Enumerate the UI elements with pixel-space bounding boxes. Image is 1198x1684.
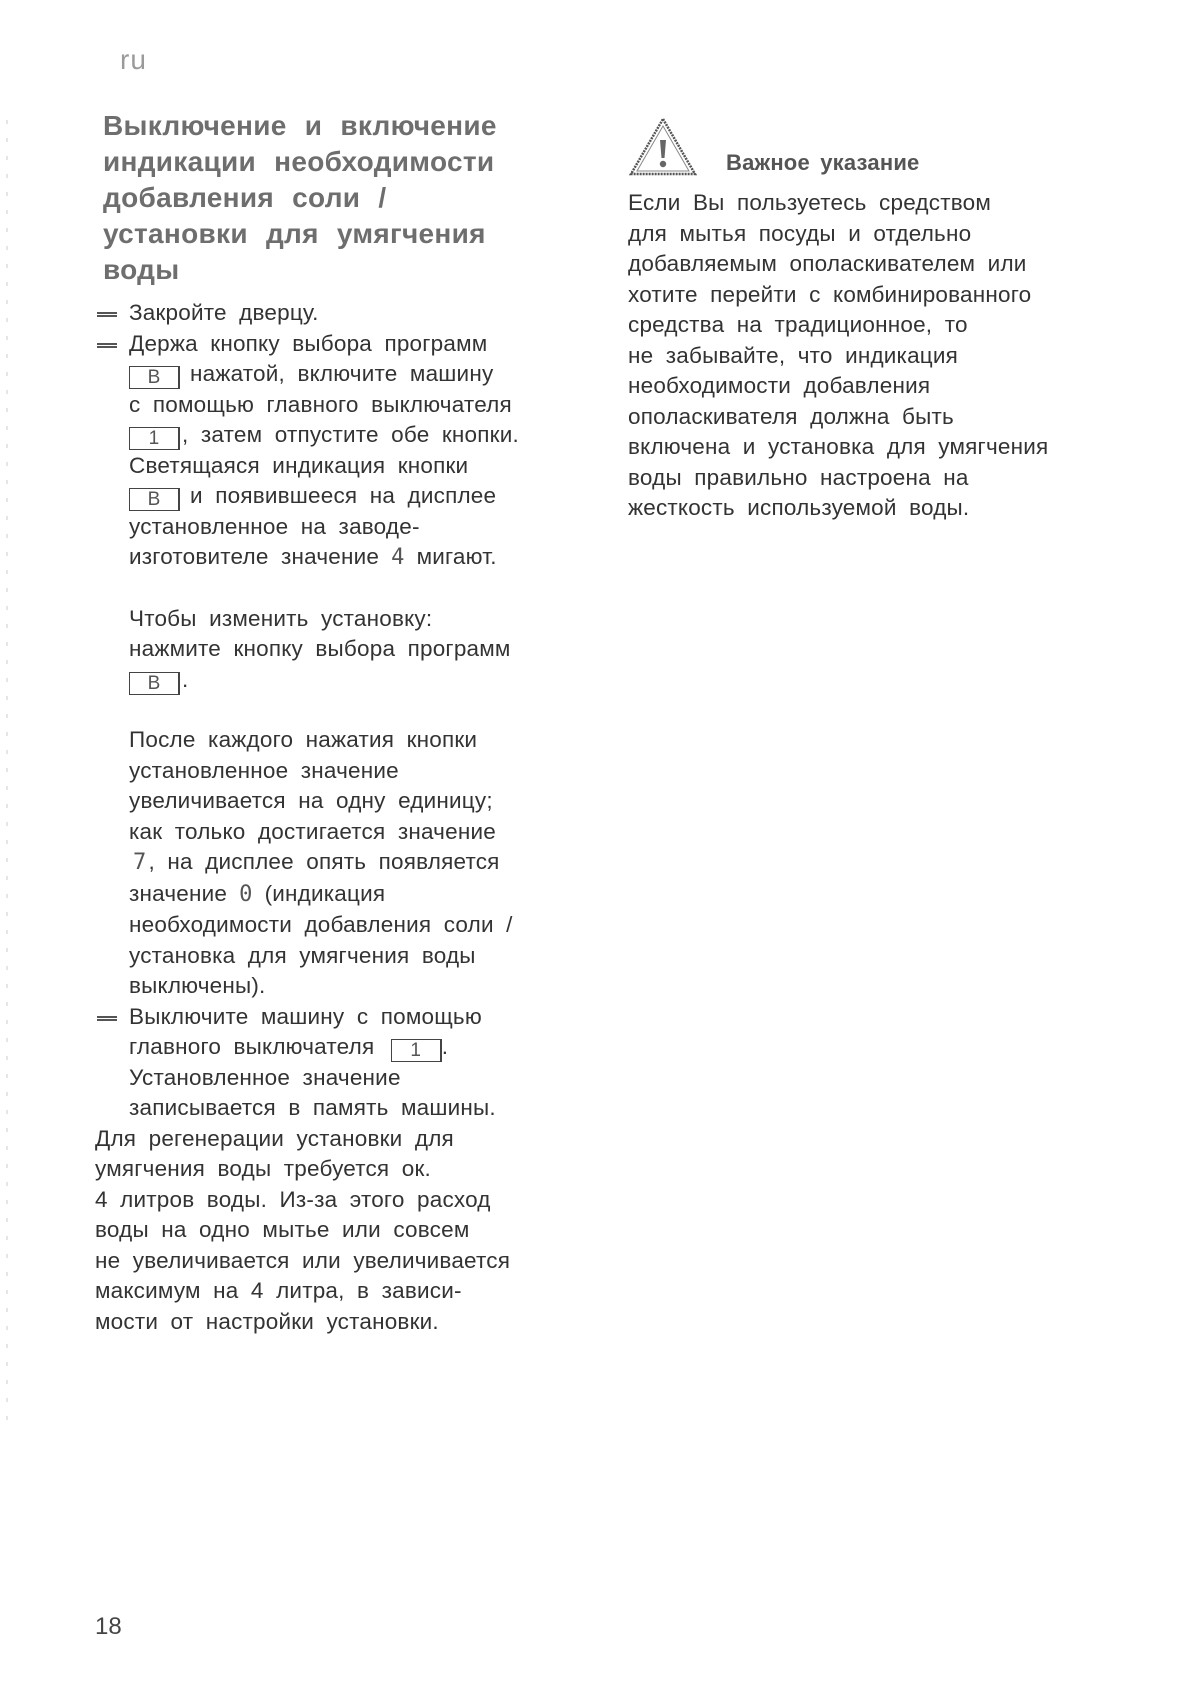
regeneration-paragraph xyxy=(95,1124,595,1338)
step-text: Светящаяся индикация кнопки xyxy=(129,452,469,478)
note-line: хотите перейти с комбинированного xyxy=(628,281,1032,307)
step-text-line xyxy=(129,420,595,451)
important-note-header xyxy=(628,112,1128,178)
main-switch-1-icon: 1 xyxy=(391,1039,442,1062)
step-text: Держа кнопку выбора программ xyxy=(129,330,488,356)
note-line: добавляемым ополаскивателем или xyxy=(628,251,1027,276)
paragraph-line: максимум на 4 литра, в зависи- xyxy=(95,1278,462,1303)
change-setting-line xyxy=(129,665,595,696)
left-column xyxy=(95,298,595,1337)
paragraph-line: воды на одно мытье или совсем xyxy=(95,1217,470,1242)
note-line: не забывайте, что индикация xyxy=(628,342,959,368)
step-text: записывается в память машины. xyxy=(129,1095,496,1120)
main-switch-1-icon: 1 xyxy=(129,427,180,450)
increment-text: необходимости добавления соли / xyxy=(129,912,513,937)
note-line: для мытья посуды и отдельно xyxy=(628,220,972,246)
step-switch-off xyxy=(95,1002,595,1124)
heading-line: воды xyxy=(103,254,180,285)
increment-text: установка для умягчения воды xyxy=(129,942,476,968)
step-text: изготовителе значение xyxy=(129,544,380,569)
step-text: главного выключателя xyxy=(129,1034,375,1059)
page-number: 18 xyxy=(95,1613,122,1640)
note-line: включена и установка для умягчения xyxy=(628,434,1049,459)
paragraph-line: мости от настройки установки. xyxy=(95,1308,439,1334)
step-text: с помощью главного выключателя xyxy=(129,391,512,417)
heading-line: добавления соли / xyxy=(103,182,387,213)
important-note xyxy=(628,112,1128,524)
step-text: Закройте дверцу. xyxy=(129,300,319,325)
note-line: необходимости добавления xyxy=(628,373,931,398)
section-heading xyxy=(103,108,573,288)
warning-triangle-icon xyxy=(628,116,698,178)
step-text-line xyxy=(129,1032,595,1063)
increment-text: , на дисплее опять появляется xyxy=(148,849,500,874)
increment-line xyxy=(129,847,595,879)
important-note-title: Важное указание xyxy=(726,149,920,175)
step-text: установленное на заводе- xyxy=(129,513,420,539)
dash-bullet-icon xyxy=(95,1002,129,1124)
change-setting-text: Чтобы изменить установку: xyxy=(129,605,433,631)
step-close-door xyxy=(95,298,595,329)
paragraph-line: не увеличивается или увеличивается xyxy=(95,1247,511,1273)
heading-line: установки для умягчения xyxy=(103,218,486,249)
step-text: мигают. xyxy=(416,544,497,569)
paragraph-line: Для регенерации установки для xyxy=(95,1125,454,1151)
dash-bullet-icon xyxy=(95,298,129,329)
display-digit-factory-value: 4 xyxy=(391,545,405,570)
note-line: жесткость используемой воды. xyxy=(628,495,970,520)
step-text-line xyxy=(129,359,595,390)
heading-line: Выключение и включение xyxy=(103,110,497,141)
increment-line xyxy=(129,879,595,911)
increment-text: установленное значение xyxy=(129,757,399,783)
scan-margin-marks xyxy=(6,120,8,1420)
program-button-b-icon: B xyxy=(129,366,180,389)
change-setting-text: . xyxy=(182,666,189,692)
program-button-b-icon: B xyxy=(129,488,180,511)
increment-text: выключены). xyxy=(129,973,266,998)
increment-text: значение xyxy=(129,880,228,906)
important-note-body xyxy=(628,188,1128,524)
step-text: и появившееся на дисплее xyxy=(190,483,497,508)
heading-line: индикации необходимости xyxy=(103,146,495,177)
note-line: Если Вы пользуетесь средством xyxy=(628,190,992,215)
increment-text: После каждого нажатия кнопки xyxy=(129,727,478,752)
step-text: Установленное значение xyxy=(129,1064,401,1090)
step-text-line xyxy=(129,481,595,512)
increment-text: (индикация xyxy=(264,880,386,906)
increment-text: увеличивается на одну единицу; xyxy=(129,788,493,813)
note-line: воды правильно настроена на xyxy=(628,464,969,490)
paragraph-line: умягчения воды требуется ок. xyxy=(95,1156,431,1181)
change-setting-text: нажмите кнопку выбора программ xyxy=(129,636,511,661)
step-text: Выключите машину с помощью xyxy=(129,1003,482,1029)
increment-text: как только достигается значение xyxy=(129,818,496,844)
program-button-b-icon: B xyxy=(129,672,180,695)
note-line: ополаскивателя должна быть xyxy=(628,403,954,429)
language-code: ru xyxy=(120,44,147,75)
note-line: средства на традиционное, то xyxy=(628,312,968,337)
display-digit-zero-value: 0 xyxy=(239,881,253,907)
step-text-line xyxy=(129,542,595,574)
display-digit-max-value: 7 xyxy=(133,850,147,875)
step-text: нажатой, включите машину xyxy=(190,361,494,386)
step-text: . xyxy=(441,1034,449,1059)
step-text: , затем отпустите обе кнопки. xyxy=(182,422,519,447)
dash-bullet-icon xyxy=(95,329,129,1002)
step-hold-button xyxy=(95,329,595,1002)
paragraph-line: 4 литров воды. Из-за этого расход xyxy=(95,1186,491,1212)
